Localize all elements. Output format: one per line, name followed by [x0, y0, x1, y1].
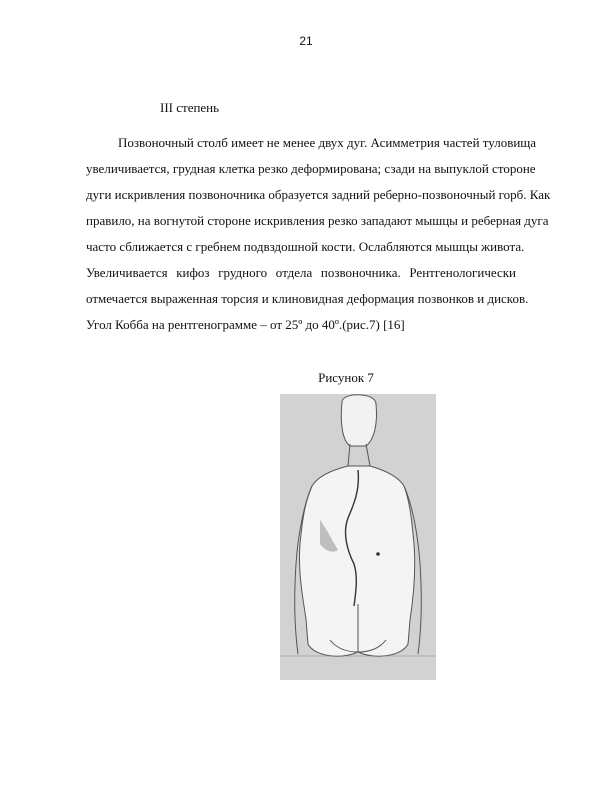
- page-number: 21: [299, 34, 313, 48]
- scoliosis-back-illustration: [280, 394, 436, 680]
- paragraph-line: часто сближается с гребнем подвздошной кости. Ослабляются мышцы живота.: [86, 239, 525, 254]
- section-heading: III степень: [160, 100, 220, 115]
- body-paragraph: [86, 130, 551, 338]
- paragraph-line: правило, на вогнутой стороне искривления резко западают мышцы и реберная дуга: [86, 213, 549, 228]
- paragraph-line: Увеличивается кифоз грудного отдела позвоночника. Рентгенологически: [86, 265, 516, 280]
- paragraph-line: увеличивается, грудная клетка резко деформирована; сзади на выпуклой стороне: [86, 161, 536, 176]
- figure-caption: Рисунок 7: [318, 370, 374, 385]
- paragraph-line: дуги искривления позвоночника образуется задний реберно-позвоночный горб. Как: [86, 187, 551, 202]
- paragraph-line: Угол Кобба на рентгенограмме – от 25º до 40º.(рис.7) [16]: [86, 317, 405, 332]
- paragraph-line: Позвоночный столб имеет не менее двух дуг. Асимметрия частей туловища: [118, 135, 537, 150]
- paragraph-line: отмечается выраженная торсия и клиновидная деформация позвонков и дисков.: [86, 291, 529, 306]
